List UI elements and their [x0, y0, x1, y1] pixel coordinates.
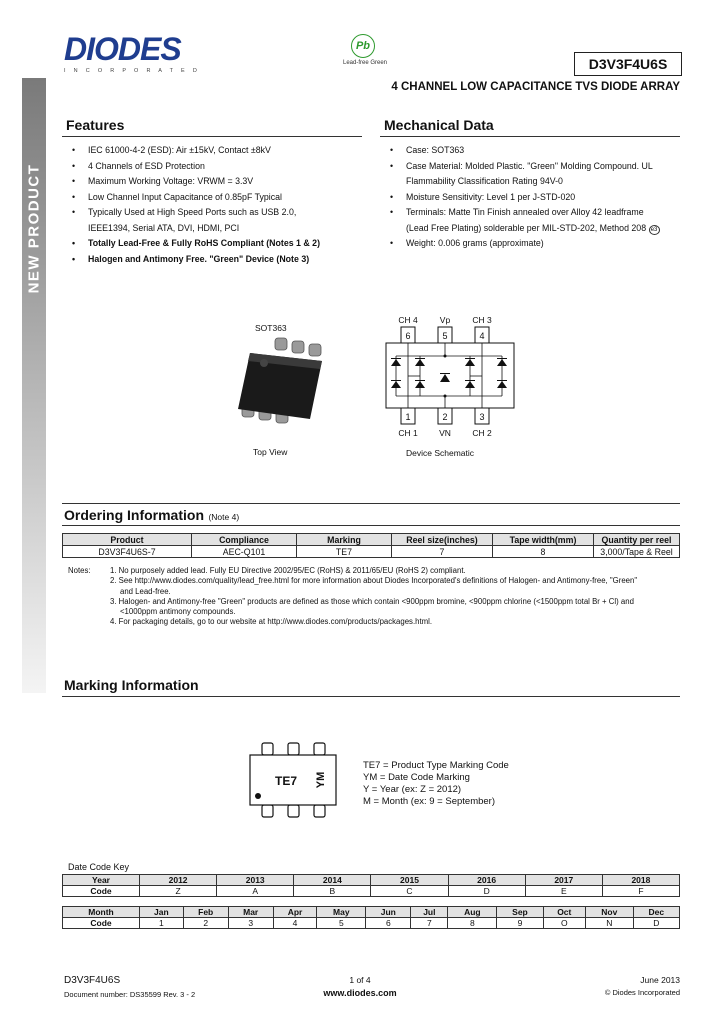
document-subtitle: 4 CHANNEL LOW CAPACITANCE TVS DIODE ARRAY: [391, 81, 680, 93]
notes-list: [110, 566, 680, 628]
table-header: Mar: [228, 907, 273, 918]
table-row: [63, 918, 680, 929]
table-cell: 8: [448, 918, 497, 929]
table-cell: D: [448, 886, 525, 897]
table-cell: N: [585, 918, 633, 929]
footer-page-number: 1 of 4: [349, 975, 371, 985]
table-header: Aug: [448, 907, 497, 918]
pin-label-ch1: CH 1: [398, 428, 418, 438]
ordering-top-rule: [62, 503, 680, 504]
note-item: 2. See http://www.diodes.com/quality/lead_free.html for more information about Diodes Incorporated's definitions of Halogen- and Antimony-free, "Green": [110, 576, 638, 586]
table-cell: 3: [228, 918, 273, 929]
year-code-table: [62, 874, 680, 897]
footer-date: June 2013: [640, 975, 680, 985]
marking-heading: Marking Information: [64, 677, 199, 693]
list-item: • Case: SOT363: [382, 143, 682, 159]
note-item: 1. No purposely added lead. Fully EU Directive 2002/95/EC (RoHS) & 2011/65/EU (RoHS 2) compliant.: [110, 566, 466, 575]
marking-legend: [363, 760, 509, 808]
table-cell: 2: [183, 918, 228, 929]
pin-label-ch4: CH 4: [398, 316, 418, 325]
table-header: Dec: [633, 907, 679, 918]
table-cell: E: [525, 886, 602, 897]
table-header: Jul: [411, 907, 448, 918]
footer-website-link[interactable]: www.diodes.com: [323, 988, 397, 998]
pin-number: 2: [442, 412, 448, 422]
table-header-row: [63, 907, 680, 918]
chip-marking-code: TE7: [274, 774, 298, 788]
marking-rule: [62, 696, 680, 697]
month-code-table: [62, 906, 680, 929]
list-item: • Case Material: Molded Plastic. "Green" Molding Compound. UL: [382, 159, 682, 175]
part-number: D3V3F4U6S: [574, 52, 682, 76]
list-item: • Halogen and Antimony Free. "Green" Device (Note 3): [64, 252, 364, 268]
list-item: • Low Channel Input Capacitance of 0.85pF Typical: [64, 190, 364, 206]
list-item: • Totally Lead-Free & Fully RoHS Compliant (Notes 1 & 2): [64, 236, 364, 252]
table-header: Month: [63, 907, 140, 918]
pin-number: 1: [405, 412, 411, 422]
ordering-note: (Note 4): [208, 512, 240, 522]
table-header: Tape width(mm): [493, 534, 594, 546]
ordering-rule: [62, 525, 680, 526]
pin-label-ch2: CH 2: [472, 428, 492, 438]
table-header-row: [63, 875, 680, 886]
table-cell: 8: [493, 546, 594, 558]
table-cell: Z: [140, 886, 217, 897]
table-header: Jan: [140, 907, 184, 918]
table-header: Apr: [273, 907, 317, 918]
table-cell: F: [602, 886, 679, 897]
table-cell: 7: [411, 918, 448, 929]
table-header-row: [63, 534, 680, 546]
table-cell: 3,000/Tape & Reel: [594, 546, 680, 558]
table-cell: 9: [497, 918, 543, 929]
footer-part-number: D3V3F4U6S: [64, 975, 121, 986]
lead-free-label: Lead-free Green: [342, 60, 388, 66]
table-cell: Code: [63, 918, 140, 929]
sot363-package-image: [230, 333, 330, 433]
list-item: • Moisture Sensitivity: Level 1 per J-STD-020: [382, 190, 682, 206]
list-item: • Typically Used at High Speed Ports such as USB 2.0,: [64, 205, 364, 221]
list-item: Flammability Classification Rating 94V-0: [406, 176, 563, 186]
e3-mark-icon: e3: [649, 225, 660, 235]
table-cell: D3V3F4U6S-7: [63, 546, 192, 558]
table-cell: 1: [140, 918, 184, 929]
features-heading: Features: [66, 117, 125, 133]
table-header: Year: [63, 875, 140, 886]
table-header: 2014: [294, 875, 371, 886]
diodes-logo: DIODES: [64, 31, 181, 67]
table-header: Nov: [585, 907, 633, 918]
table-header: Oct: [543, 907, 585, 918]
pin-number: 3: [479, 412, 485, 422]
pin-label-vp: Vp: [439, 316, 451, 325]
pin-label-ch3: CH 3: [472, 316, 492, 325]
package-view-label: Top View: [253, 447, 288, 457]
chip-date-code: YM: [315, 771, 327, 789]
ordering-heading: [64, 507, 239, 525]
table-header: 2015: [371, 875, 448, 886]
table-header: Sep: [497, 907, 543, 918]
footer-copyright: © Diodes Incorporated: [604, 988, 680, 997]
pin-number: 5: [442, 331, 448, 341]
table-cell: AEC-Q101: [192, 546, 297, 558]
schematic-caption: Device Schematic: [406, 448, 475, 458]
mechanical-rule: [380, 136, 680, 137]
list-item: (Lead Free Plating) solderable per MIL-STD-202, Method 208 e3: [382, 221, 682, 237]
table-header: 2013: [217, 875, 294, 886]
table-header: Jun: [366, 907, 411, 918]
table-cell: Code: [63, 886, 140, 897]
mechanical-list: [382, 143, 682, 252]
table-header: Product: [63, 534, 192, 546]
pin-number: 4: [479, 331, 485, 341]
list-item: • Weight: 0.006 grams (approximate): [382, 236, 682, 252]
logo-tagline: I N C O R P O R A T E D: [64, 68, 201, 74]
note-item: 4. For packaging details, go to our website at http://www.diodes.com/products/packages.html.: [110, 617, 433, 627]
table-cell: O: [543, 918, 585, 929]
list-item: • Maximum Working Voltage: VRWM = 3.3V: [64, 174, 364, 190]
list-item: IEEE1394, Serial ATA, DVI, HDMI, PCI: [88, 222, 240, 233]
pin-label-vn: VN: [439, 428, 451, 438]
ordering-title: Ordering Information: [64, 507, 204, 523]
table-header: Quantity per reel: [594, 534, 680, 546]
list-item: • 4 Channels of ESD Protection: [64, 159, 364, 175]
table-header: Marking: [297, 534, 392, 546]
side-banner-label: NEW PRODUCT: [25, 163, 43, 293]
table-header: Compliance: [192, 534, 297, 546]
device-schematic: [380, 316, 520, 440]
pin-number: 6: [405, 331, 411, 341]
note-item: <1000ppm antimony compounds.: [120, 607, 236, 617]
table-header: Feb: [183, 907, 228, 918]
table-cell: 5: [317, 918, 366, 929]
date-code-title: Date Code Key: [68, 862, 130, 872]
table-row: [63, 546, 680, 558]
pin1-dot-icon: [255, 793, 261, 799]
table-cell: 4: [273, 918, 317, 929]
ordering-table: [62, 533, 680, 558]
legend-item: TE7 = Product Type Marking Code: [363, 760, 509, 771]
table-cell: TE7: [297, 546, 392, 558]
table-cell: C: [371, 886, 448, 897]
table-cell: D: [633, 918, 679, 929]
list-item: • IEC 61000-4-2 (ESD): Air ±15kV, Contact ±8kV: [64, 143, 364, 159]
features-list: [64, 143, 364, 267]
legend-item: M = Month (ex: 9 = September): [363, 796, 496, 807]
table-header: 2016: [448, 875, 525, 886]
lead-free-icon: Pb: [351, 34, 375, 58]
table-header: 2018: [602, 875, 679, 886]
marking-chip-diagram: [248, 741, 340, 819]
notes-label: Notes:: [68, 566, 91, 575]
table-cell: B: [294, 886, 371, 897]
table-header: 2012: [140, 875, 217, 886]
table-cell: 7: [392, 546, 493, 558]
table-cell: A: [217, 886, 294, 897]
legend-item: YM = Date Code Marking: [363, 772, 470, 783]
table-header: May: [317, 907, 366, 918]
table-row: [63, 886, 680, 897]
note-item: and Lead-free.: [120, 586, 171, 596]
table-cell: 6: [366, 918, 411, 929]
table-header: 2017: [525, 875, 602, 886]
features-rule: [62, 136, 362, 137]
note-item: 3. Halogen- and Antimony-free "Green" products are defined as those which contain <900ppm bromine, <900ppm chlorine (<1500ppm total Br + Cl) and: [110, 596, 634, 606]
footer-document-number: Document number: DS35599 Rev. 3 - 2: [64, 990, 196, 999]
list-item: • Terminals: Matte Tin Finish annealed over Alloy 42 leadframe: [382, 205, 682, 221]
package-label: SOT363: [255, 323, 287, 333]
table-header: Reel size(inches): [392, 534, 493, 546]
mechanical-heading: Mechanical Data: [384, 117, 494, 133]
legend-item: Y = Year (ex: Z = 2012): [363, 784, 462, 795]
